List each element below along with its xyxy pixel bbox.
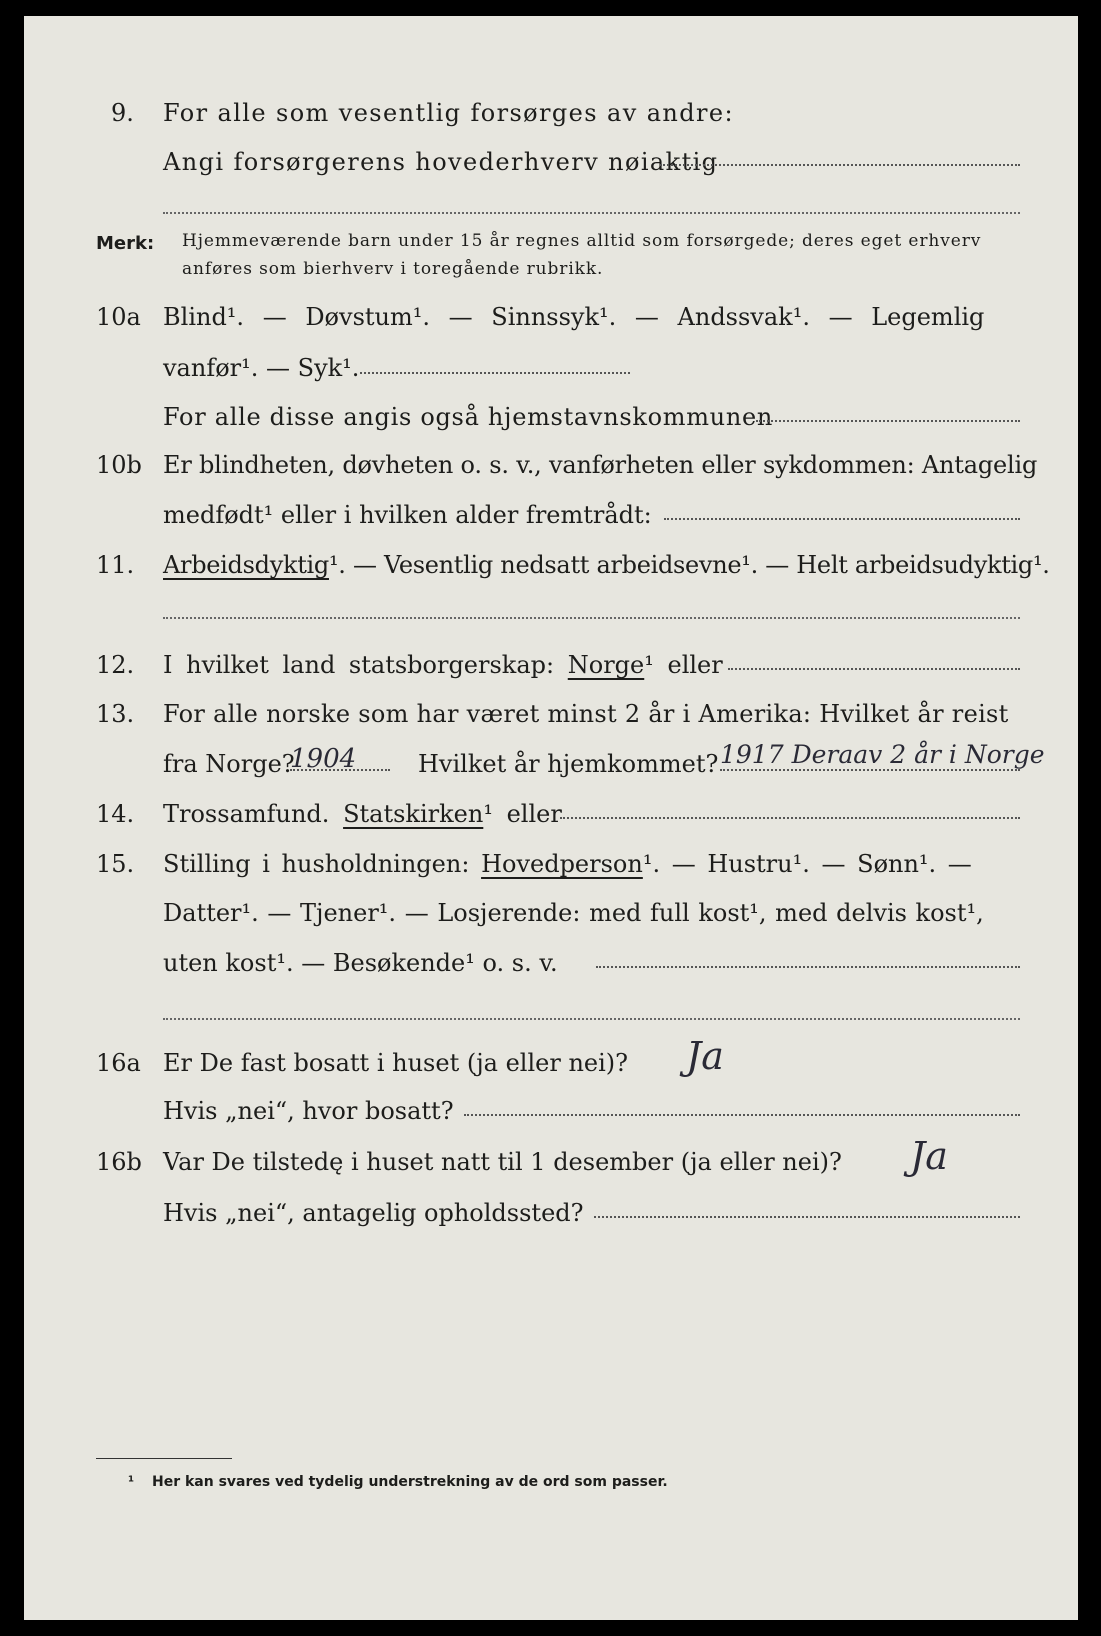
merk-label: Merk: (96, 233, 155, 254)
q13-handwritten-year-returned: 1917 Deraav 2 år i Norge (720, 740, 1045, 769)
q13-handwritten-year-left: 1904 (290, 744, 357, 774)
q13-answer-line1[interactable] (290, 769, 390, 771)
q13-pre2: fra Norge? (163, 750, 295, 778)
q15-number: 15. (96, 850, 135, 878)
q10a-kommune-line[interactable] (756, 420, 1020, 422)
q16b-answer-line[interactable] (594, 1216, 1020, 1218)
q16a-number: 16a (96, 1049, 141, 1077)
q16a-line1: Er De fast bosatt i huset (ja eller nei)? (163, 1049, 629, 1077)
merk-line2: anføres som bierhverv i toregående rubrikk. (182, 259, 604, 279)
q12-post: ¹ eller (644, 651, 723, 679)
q16b-number: 16b (96, 1148, 142, 1176)
q16b-line2: Hvis „nei“, antagelig opholdssted? (163, 1199, 584, 1227)
q13-mid2: Hvilket år hjemkommet? (418, 750, 719, 778)
q12-line (163, 650, 723, 680)
q15-line2: Datter¹. — Tjener¹. — Losjerende: med full kost¹, med delvis kost¹, (163, 899, 984, 927)
q11-line (163, 550, 1050, 580)
q10b-answer-line[interactable] (664, 518, 1020, 520)
q10a-line3: For alle disse angis også hjemstavnskommunen (163, 403, 774, 431)
q9-line1: For alle som vesentlig forsørges av andre: (163, 99, 735, 127)
q12-option-norge[interactable]: Norge (567, 651, 645, 679)
q10a-line1: Blind¹. — Døvstum¹. — Sinnssyk¹. — Andssvak¹. — Legemlig (163, 303, 985, 331)
q14-option-statskirken[interactable]: Statskirken (343, 800, 484, 828)
q11-answer-line[interactable] (163, 617, 1020, 619)
q16a-answer-line[interactable] (464, 1114, 1020, 1116)
census-form-page (24, 16, 1078, 1620)
q10b-line2: medfødt¹ eller i hvilken alder fremtrådt: (163, 501, 652, 529)
q13-line1: For alle norske som har været minst 2 år i Amerika: Hvilket år reist (163, 700, 1009, 728)
q15-text: Stilling i husholdningen: (163, 850, 470, 878)
q15-line1 (163, 849, 972, 879)
q16b-line1: Var De tilstedę i huset natt til 1 desember (ja eller nei)? (163, 1148, 842, 1176)
footnote-mark: ¹ (128, 1474, 135, 1490)
q14-answer-line[interactable] (560, 817, 1020, 819)
merk-line1: Hjemmeværende barn under 15 år regnes alltid som forsørgede; deres eget erhverv (182, 231, 982, 251)
q10b-number: 10b (96, 451, 142, 479)
q13-number: 13. (96, 700, 135, 728)
q15-answer-line[interactable] (596, 966, 1020, 968)
q11-option-arbeidsdyktig[interactable]: Arbeidsdyktig (163, 551, 329, 579)
q14-post: ¹ eller (483, 800, 562, 828)
q10b-line1: Er blindheten, døvheten o. s. v., vanførheten eller sykdommen: Antagelig (163, 451, 1038, 479)
q14-line (163, 799, 562, 829)
footnote-text: Her kan svares ved tydelig understrekning av de ord som passer. (152, 1474, 668, 1490)
q12-answer-line[interactable] (728, 668, 1020, 670)
q9-number: 9. (111, 99, 134, 127)
q15-option-hovedperson[interactable]: Hovedperson (481, 850, 643, 878)
q15-line3: uten kost¹. — Besøkende¹ o. s. v. (163, 949, 558, 977)
q9-line2: Angi forsørgerens hovederhverv nøiaktig (163, 148, 719, 176)
q9-answer-line2[interactable] (163, 212, 1020, 214)
q10a-syk-line[interactable] (360, 372, 630, 374)
q15-answer-line2[interactable] (163, 1018, 1020, 1020)
q15-rest1: ¹. — Hustru¹. — Sønn¹. — (642, 850, 972, 878)
q12-number: 12. (96, 651, 135, 679)
q14-text: Trossamfund. (163, 800, 330, 828)
q10a-line2: vanfør¹. — Syk¹. (163, 354, 360, 382)
q14-number: 14. (96, 800, 135, 828)
footnote-rule (96, 1458, 232, 1459)
q11-rest: ¹. — Vesentlig nedsatt arbeidsevne¹. — Helt arbeidsudyktig¹. (328, 551, 1050, 579)
q13-answer-line2[interactable] (720, 769, 1020, 771)
q9-answer-line[interactable] (660, 164, 1020, 166)
q12-text: I hvilket land statsborgerskap: (163, 651, 555, 679)
q16a-line2: Hvis „nei“, hvor bosatt? (163, 1097, 454, 1125)
q10a-number: 10a (96, 303, 141, 331)
q11-number: 11. (96, 551, 135, 579)
q16a-handwritten-answer: Ja (686, 1034, 724, 1078)
q16b-handwritten-answer: Ja (910, 1134, 948, 1178)
